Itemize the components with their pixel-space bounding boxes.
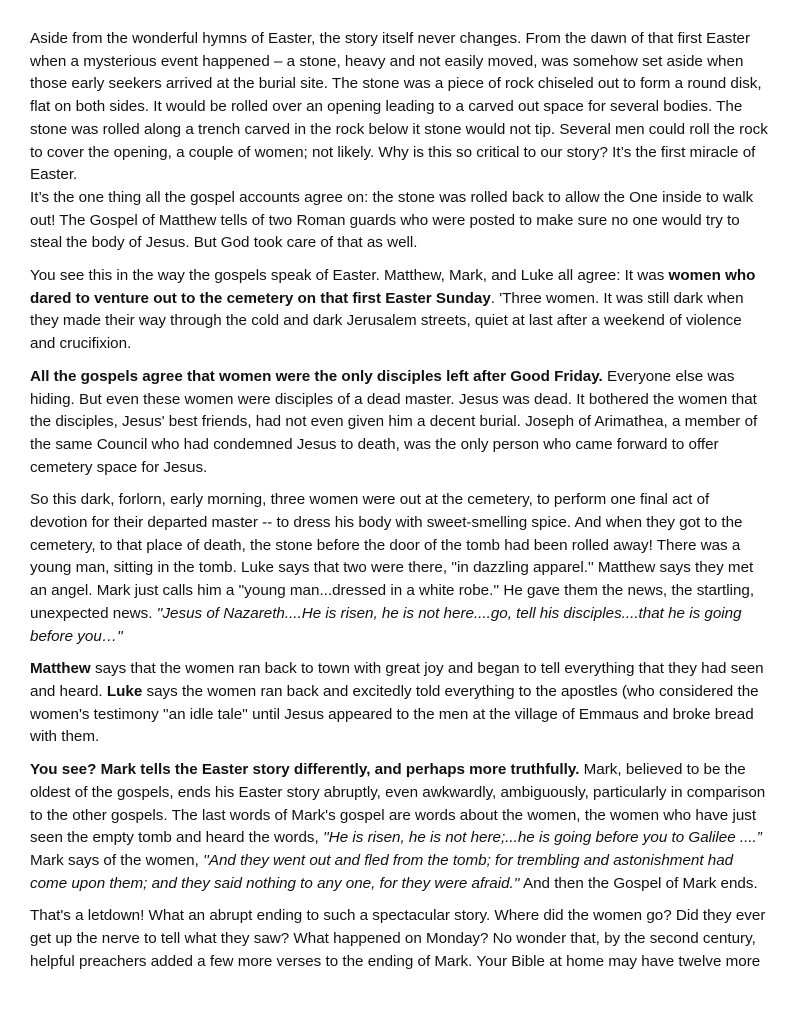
text-span: Mark, believed to be the oldest of the gospels, ends his Easter story abruptly, even awkwardly, ambiguously, particularly in comparison to the other gospels. The last words of Mark's gospel are words about the women, the women who have just seen the empty tomb and heard the words,: [30, 761, 766, 847]
text-span: You see this in the way the gospels speak of Easter. Matthew, Mark, and Luke all agree: It was: [30, 267, 669, 285]
bold-text-span: All the gospels agree that women were the only disciples left after Good Friday.: [30, 367, 603, 385]
paragraph-matthew-luke: [30, 658, 770, 749]
bold-text-span: You see? Mark tells the Easter story differently, and perhaps more truthfully.: [30, 761, 580, 779]
italic-quote-span: ''He is risen, he is not here;...he is going before you to Galilee ....”: [322, 829, 762, 847]
paragraph-stone: [30, 28, 770, 187]
bold-text-span: Luke: [106, 682, 143, 700]
italic-quote-span: ''Jesus of Nazareth....He is risen, he is not here....go, tell his disciples....that he is going before you…'': [30, 604, 742, 645]
text-span: says that the women ran back to town with great joy and began to tell everything that they had seen and heard.: [30, 660, 764, 700]
paragraph-women-cemetery: [30, 265, 770, 356]
text-span: It’s the one thing all the gospel accounts agree on: the stone was rolled back to allow the One inside to walk out! The Gospel of Matthew tells of two Roman guards who were posted to make sure no one would try to steal the body of Jesus. But God took care of that as well.: [30, 188, 754, 252]
paragraph-letdown: [30, 905, 770, 973]
paragraph-mark-differently: [30, 759, 770, 895]
bold-text-span: women who dared to venture out to the cemetery on that first Easter Sunday: [30, 267, 756, 307]
italic-quote-span: ''And they went out and fled from the tomb; for trembling and astonishment had come upon them; and they said nothing to any one, for they were afraid.'': [30, 851, 734, 892]
text-span: Mark says of the women,: [30, 851, 204, 869]
text-span: So this dark, forlorn, early morning, three women were out at the cemetery, to perform one final act of devotion for their departed master -- to dress his body with sweet-smelling spice. And when they got to the cemetery, to that place of death, the stone before the door of the tomb had been rolled away! There was a young man, sitting in the tomb. Luke says that two were there, ''in dazzling apparel.'' Matthew says they met an angel. Mark just calls him a ''young man...dressed in a white robe.'' He gave them the news, the startling, unexpected news.: [30, 491, 755, 622]
text-span: . 'Three women. It was still dark when they made their way through the cold and dark Jerusalem streets, quiet at last after a weekend of violence and crucifixion.: [30, 289, 744, 353]
text-span: And then the Gospel of Mark ends.: [519, 874, 758, 892]
paragraph-disciples-left: [30, 366, 770, 480]
paragraph-dark-morning: [30, 489, 770, 648]
text-span: Everyone else was hiding. But even these women were disciples of a dead master. Jesus was dead. It bothered the women that the disciples, Jesus' best friends, had not even given him a decent burial. Joseph of Arimathea, a member of the same Council who had condemned Jesus to death, was the only person who came forward to offer cemetery space for Jesus.: [30, 367, 758, 476]
bold-text-span: Matthew: [30, 660, 91, 678]
text-span: Aside from the wonderful hymns of Easter, the story itself never changes. From the dawn of that first Easter when a mysterious event happened – a stone, heavy and not easily moved, was somehow set aside when those early seekers arrived at the burial site. The stone was a piece of rock chiseled out to form a round disk, flat on both sides. It would be rolled over an opening leading to a carved out space for several bodies. The stone was rolled along a trench carved in the rock below it stone would not tip. Several men could roll the rock to cover the opening, a couple of women; not likely. Why is this so critical to our story? It’s the first miracle of Easter.: [30, 30, 768, 184]
paragraph-gospel-accounts: [30, 187, 770, 255]
text-span: says the women ran back and excitedly told everything to the apostles (who considered the women's testimony ''an idle tale'' until Jesus appeared to the men at the village of Emmaus and broke bread with them.: [30, 682, 759, 746]
text-span: That's a letdown! What an abrupt ending to such a spectacular story. Where did the women go? Did they ever get up the nerve to tell what they saw? What happened on Monday? No wonder that, by the second century, helpful preachers added a few more verses to the ending of Mark. Your Bible at home may have twelve more: [30, 907, 766, 970]
document-page: [30, 28, 770, 973]
